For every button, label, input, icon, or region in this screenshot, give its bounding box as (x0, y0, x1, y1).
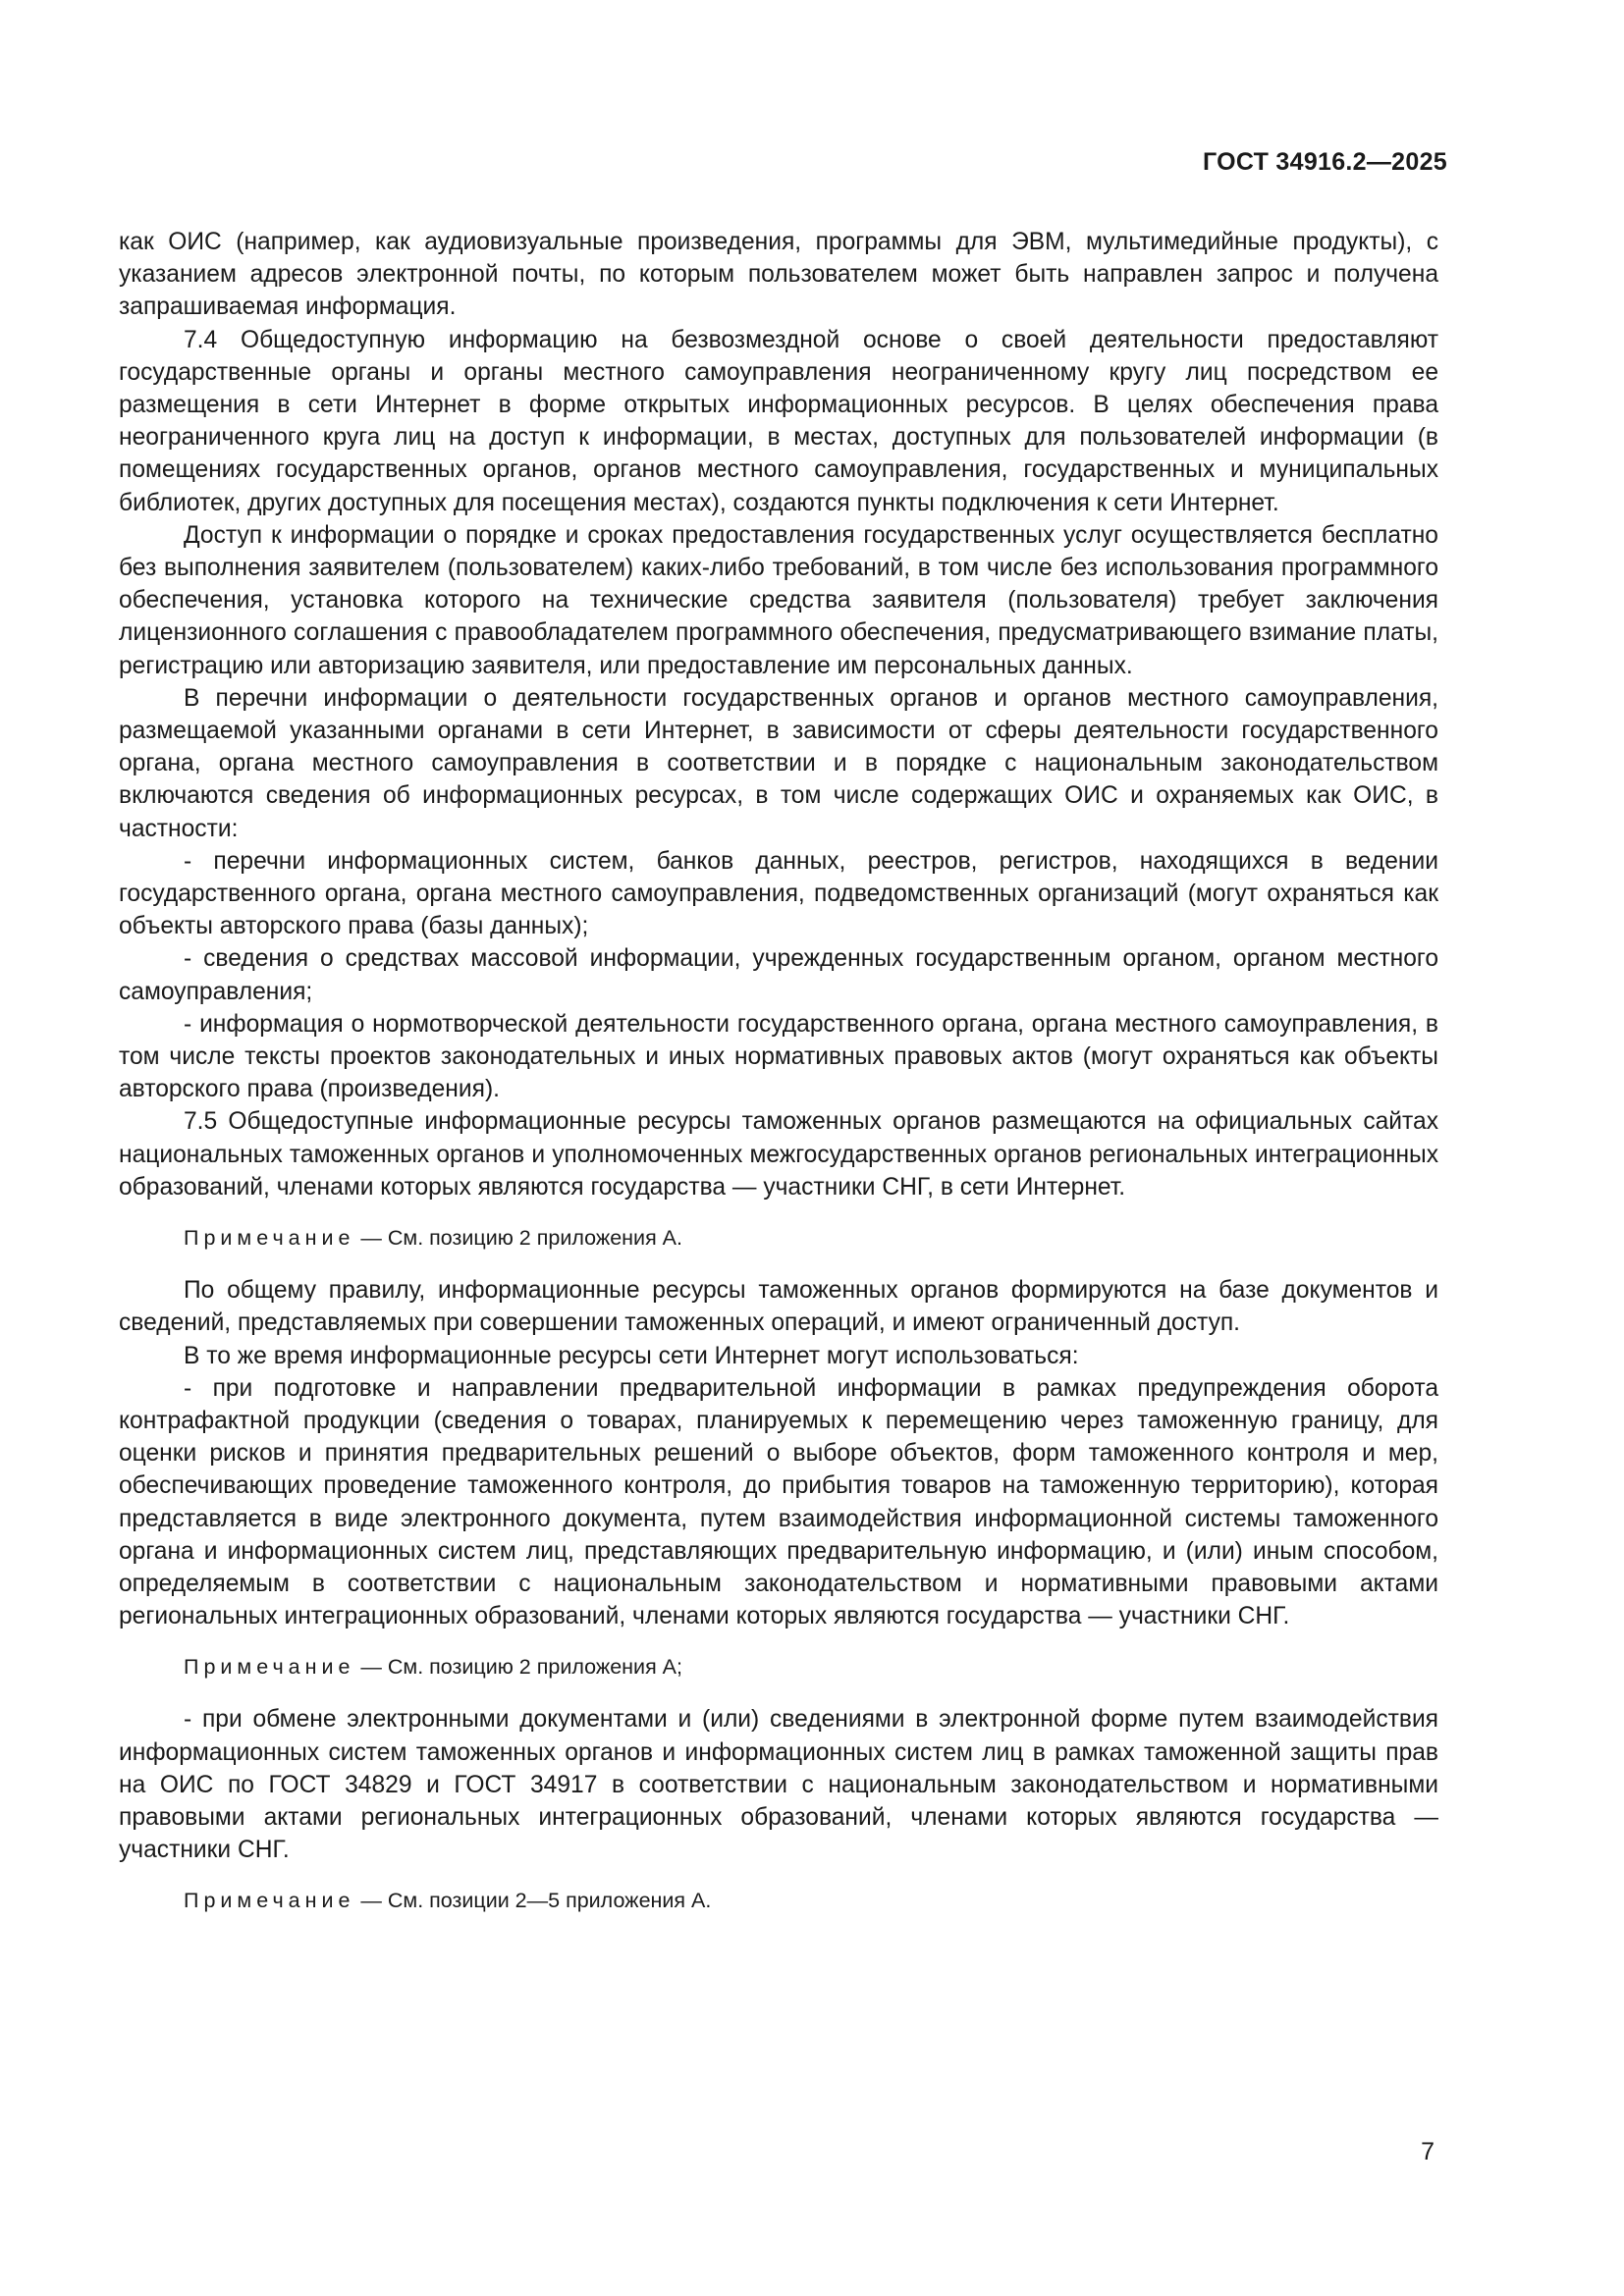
note (119, 1886, 1438, 1915)
list-item: - информация о нормотворческой деятельности государственного органа, органа местного самоуправления, в том числе тексты проектов законодательных и иных нормативных правовых актов (могут охраняться как объекты авторского права (произведения). (119, 1010, 1438, 1103)
list-item: - при обмене электронными документами и (или) сведениями в электронной форме путем взаимодействия информационных систем таможенных органов и информационных систем лиц в рамках таможенной защиты прав на ОИС по ГОСТ 34829 и ГОСТ 34917 в соответствии с национальным законодательством и нормативными правовыми актами региональных интеграционных образований, членами которых являются государства — участники СНГ. (119, 1706, 1438, 1864)
paragraph-info-lists: В перечни информации о деятельности государственных органов и органов местного самоуправления, размещаемой указанными органами в сети Интернет, в зависимости от сферы деятельности государственного органа, органа местного самоуправления в соответствии и в порядке с национальным законодательством включаются сведения об информационных ресурсах, в том числе содержащих ОИС и охраняемых как ОИС, в частности: (119, 684, 1438, 842)
note (119, 1652, 1438, 1682)
note-label: Примечание (184, 1655, 355, 1680)
note-label: Примечание (184, 1226, 355, 1251)
paragraph-internet-use: В то же время информационные ресурсы сети Интернет могут использоваться: (184, 1342, 1079, 1369)
note-text: — См. позиции 2—5 приложения А. (354, 1889, 712, 1913)
page-number: 7 (1421, 2138, 1435, 2165)
paragraph-7-5: 7.5 Общедоступные информационные ресурсы таможенных органов размещаются на официальных сайтах национальных таможенных органов и уполномоченных межгосударственных органов региональных интеграционных образований, членами которых являются государства — участники СНГ, в сети Интернет. (119, 1108, 1438, 1201)
list-item: - при подготовке и направлении предварительной информации в рамках предупреждения оборота контрафактной продукции (сведения о товарах, планируемых к перемещению через таможенную границу, для оценки рисков и принятия предварительных решений о выборе объектов, форм таможенного контроля и мер, обеспечивающих проведение таможенного контроля, до прибытия товаров на таможенную территорию), которая представляется в виде электронного документа, путем взаимодействия информационной системы таможенного органа и информационных систем лиц, представляющих предварительную информацию, и (или) иным способом, определяемым в соответствии с национальным законодательством и нормативными правовыми актами региональных интеграционных образований, членами которых являются государства — участники СНГ. (119, 1374, 1438, 1630)
paragraph-7-4: 7.4 Общедоступную информацию на безвозмездной основе о своей деятельности предоставляют государственные органы и органы местного самоуправления неограниченному кругу лиц посредством ее размещения в сети Интернет в форме открытых информационных ресурсов. В целях обеспечения права неограниченного круга лиц на доступ к информации, в местах, доступных для пользователей информации (в помещениях государственных органов, органов местного самоуправления, государственных и муниципальных библиотек, других доступных для посещения местах), создаются пункты подключения к сети Интернет. (119, 326, 1438, 516)
paragraph-general-rule: По общему правилу, информационные ресурсы таможенных органов формируются на базе документов и сведений, представляемых при совершении таможенных операций, и имеют ограниченный доступ. (119, 1277, 1438, 1337)
note-text: — См. позицию 2 приложения А; (354, 1655, 682, 1680)
paragraph-access-info: Доступ к информации о порядке и сроках предоставления государственных услуг осуществляется бесплатно без выполнения заявителем (пользователем) каких-либо требований, в том числе без использования программного обеспечения, установка которого на технические средства заявителя (пользователя) требует заключения лицензионного соглашения с правообладателем программного обеспечения, предусматривающего взимание платы, регистрацию или авторизацию заявителя, или предоставление им персональных данных. (119, 521, 1438, 679)
document-header: ГОСТ 34916.2—2025 (1202, 148, 1447, 176)
note-label: Примечание (184, 1889, 355, 1913)
document-body (119, 226, 1438, 1937)
list-item: - перечни информационных систем, банков данных, реестров, регистров, находящихся в ведении государственного органа, органа местного самоуправления, подведомственных организаций (могут охраняться как объекты авторского права (базы данных); (119, 847, 1438, 940)
note-text: — См. позицию 2 приложения А. (354, 1226, 682, 1251)
paragraph-continuation: как ОИС (например, как аудиовизуальные произведения, программы для ЭВМ, мультимедийные продукты), с указанием адресов электронной почты, по которым пользователем может быть направлен запрос и получена запрашиваемая информация. (119, 229, 1438, 321)
list-item: - сведения о средствах массовой информации, учрежденных государственным органом, органом местного самоуправления; (119, 945, 1438, 1005)
note (119, 1223, 1438, 1253)
